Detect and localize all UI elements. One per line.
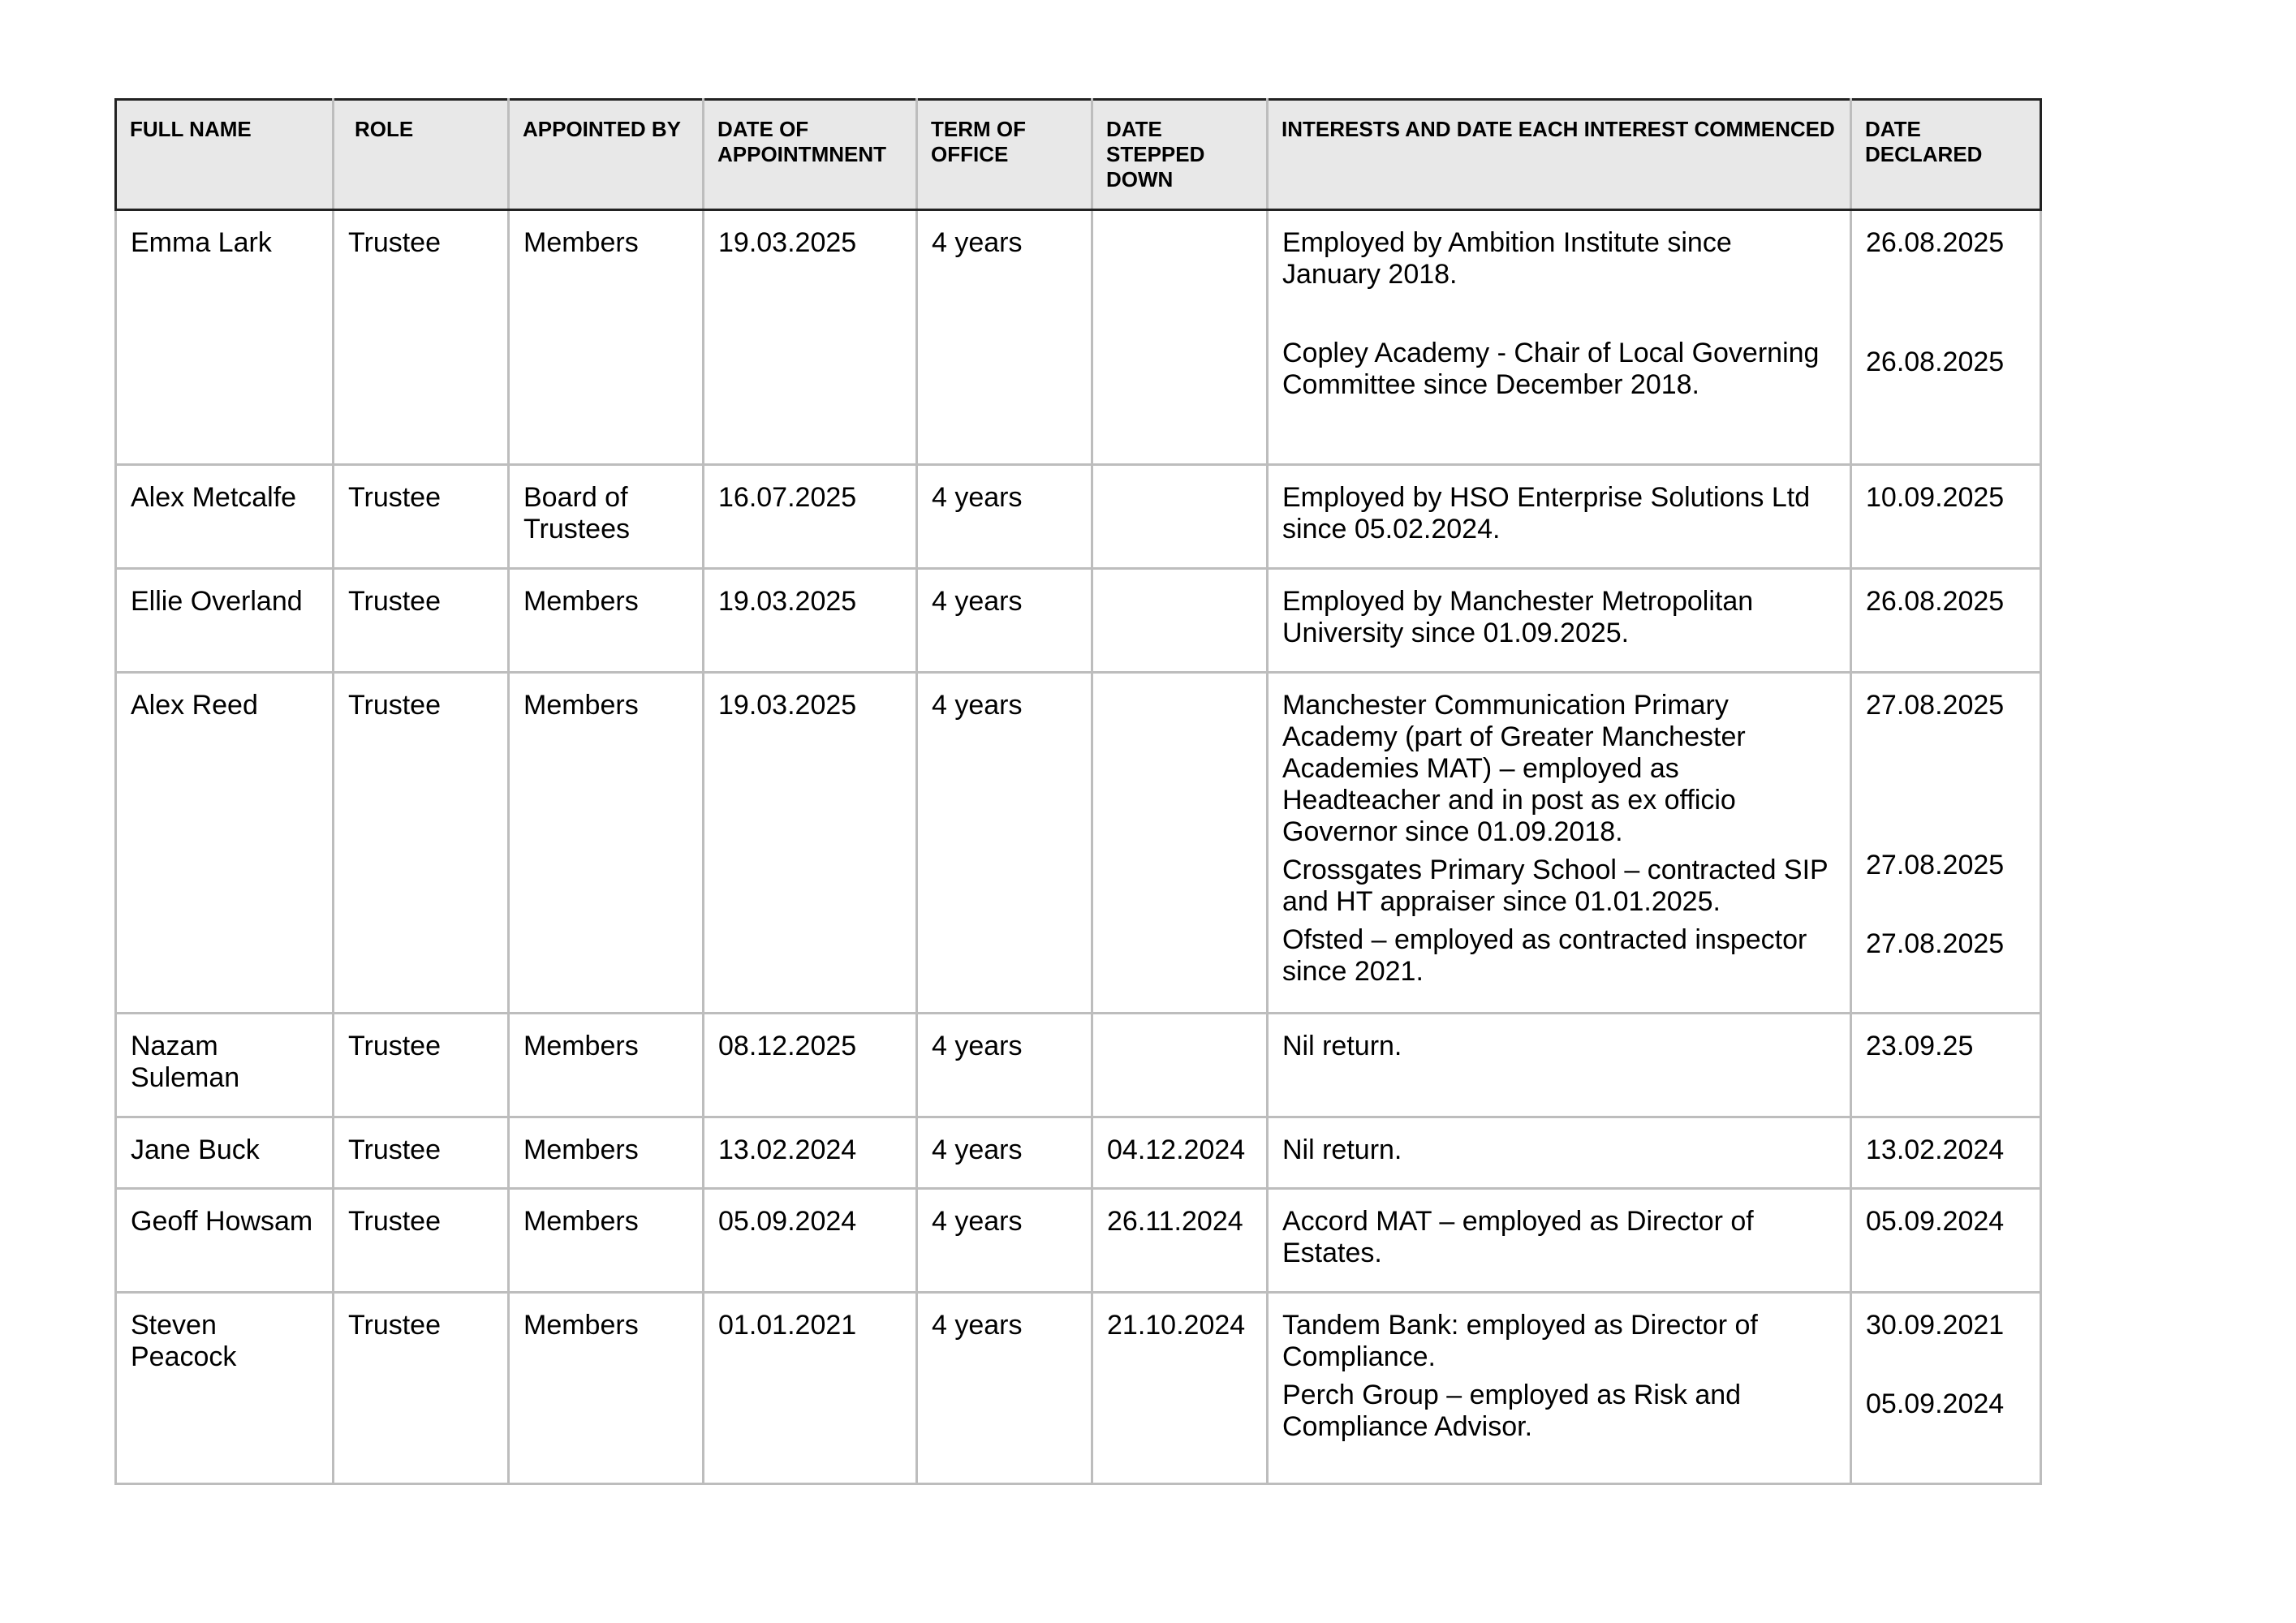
table-row [116, 673, 2041, 1014]
interest-entry: Nil return. [1282, 1134, 1402, 1165]
header-appointed-by: APPOINTED BY [509, 100, 704, 210]
cell-full-name: Ellie Overland [116, 569, 334, 673]
declared-date: 26.08.2025 [1866, 227, 2005, 258]
cell-full-name: Geoff Howsam [116, 1189, 334, 1293]
cell-interests [1268, 210, 1851, 465]
cell-date-of-appointment: 05.09.2024 [704, 1189, 917, 1293]
cell-term-of-office: 4 years [917, 673, 1092, 1014]
cell-date-stepped-down: 21.10.2024 [1092, 1293, 1268, 1484]
declared-date: 27.08.2025 [1866, 690, 2005, 721]
cell-full-name: Emma Lark [116, 210, 334, 465]
declared-date: 26.08.2025 [1866, 347, 2005, 377]
cell-date-of-appointment: 19.03.2025 [704, 673, 917, 1014]
header-date-of-appointment: DATE OF APPOINTMNENT [704, 100, 917, 210]
interest-entry: Crossgates Primary School – contracted SIP and HT appraiser since 01.01.2025. [1282, 855, 1829, 917]
declared-date: 26.08.2025 [1866, 586, 2005, 617]
cell-role: Trustee [334, 1014, 509, 1117]
cell-appointed-by: Members [509, 1014, 704, 1117]
cell-term-of-office: 4 years [917, 1189, 1092, 1293]
cell-date-stepped-down [1092, 673, 1268, 1014]
cell-full-name: Alex Metcalfe [116, 465, 334, 569]
cell-role: Trustee [334, 1293, 509, 1484]
interest-entry: Employed by Ambition Institute since January 2018. [1282, 227, 1732, 290]
cell-term-of-office: 4 years [917, 1014, 1092, 1117]
cell-date-declared [1851, 1293, 2041, 1484]
cell-date-of-appointment: 01.01.2021 [704, 1293, 917, 1484]
cell-date-stepped-down [1092, 210, 1268, 465]
cell-appointed-by: Members [509, 569, 704, 673]
cell-interests [1268, 673, 1851, 1014]
cell-date-stepped-down [1092, 465, 1268, 569]
interest-entry: Manchester Communication Primary Academy (part of Greater Manchester Academies MAT) – employed as Headteacher and in post as ex officio Governor since 01.09.2018. [1282, 690, 1746, 847]
header-role: ROLE [334, 100, 509, 210]
header-full-name: FULL NAME [116, 100, 334, 210]
cell-interests [1268, 569, 1851, 673]
cell-date-declared [1851, 210, 2041, 465]
declared-date: 05.09.2024 [1866, 1206, 2005, 1237]
cell-role: Trustee [334, 1189, 509, 1293]
cell-date-stepped-down: 04.12.2024 [1092, 1117, 1268, 1189]
declared-date: 23.09.25 [1866, 1031, 1974, 1061]
cell-term-of-office: 4 years [917, 210, 1092, 465]
interest-entry: Employed by Manchester Metropolitan University since 01.09.2025. [1282, 586, 1754, 648]
cell-interests [1268, 1189, 1851, 1293]
cell-role: Trustee [334, 465, 509, 569]
declared-date: 05.09.2024 [1866, 1388, 2005, 1419]
cell-full-name: Alex Reed [116, 673, 334, 1014]
table-row [116, 465, 2041, 569]
declared-date: 10.09.2025 [1866, 482, 2005, 513]
table-row [116, 1293, 2041, 1484]
cell-full-name: Nazam Suleman [116, 1014, 334, 1117]
cell-appointed-by: Members [509, 1189, 704, 1293]
header-date-stepped-down: DATE STEPPED DOWN [1092, 100, 1268, 210]
interest-entry: Ofsted – employed as contracted inspector since 2021. [1282, 924, 1807, 987]
header-row [116, 100, 2041, 210]
cell-appointed-by: Members [509, 210, 704, 465]
cell-appointed-by: Members [509, 1293, 704, 1484]
cell-date-of-appointment: 08.12.2025 [704, 1014, 917, 1117]
interest-entry: Tandem Bank: employed as Director of Compliance. [1282, 1310, 1758, 1372]
declared-date: 30.09.2021 [1866, 1310, 2005, 1341]
header-date-declared: DATE DECLARED [1851, 100, 2041, 210]
cell-date-stepped-down: 26.11.2024 [1092, 1189, 1268, 1293]
cell-date-of-appointment: 19.03.2025 [704, 210, 917, 465]
table-row [116, 210, 2041, 465]
cell-date-declared [1851, 569, 2041, 673]
cell-appointed-by: Board of Trustees [509, 465, 704, 569]
trustee-interests-table [114, 98, 2042, 1485]
cell-date-declared [1851, 1189, 2041, 1293]
cell-term-of-office: 4 years [917, 465, 1092, 569]
cell-term-of-office: 4 years [917, 1117, 1092, 1189]
declared-date: 13.02.2024 [1866, 1134, 2005, 1165]
cell-date-declared [1851, 673, 2041, 1014]
cell-full-name: Jane Buck [116, 1117, 334, 1189]
declared-date: 27.08.2025 [1866, 850, 2005, 880]
cell-role: Trustee [334, 210, 509, 465]
cell-date-declared [1851, 465, 2041, 569]
interest-entry: Perch Group – employed as Risk and Compliance Advisor. [1282, 1380, 1742, 1442]
table-row [116, 1189, 2041, 1293]
cell-term-of-office: 4 years [917, 569, 1092, 673]
cell-date-declared [1851, 1117, 2041, 1189]
cell-date-stepped-down [1092, 569, 1268, 673]
header-term-of-office: TERM OF OFFICE [917, 100, 1092, 210]
interest-entry: Nil return. [1282, 1031, 1402, 1061]
cell-interests [1268, 1117, 1851, 1189]
cell-role: Trustee [334, 1117, 509, 1189]
table-row [116, 569, 2041, 673]
cell-date-of-appointment: 13.02.2024 [704, 1117, 917, 1189]
cell-interests [1268, 1293, 1851, 1484]
table-row [116, 1117, 2041, 1189]
cell-date-of-appointment: 16.07.2025 [704, 465, 917, 569]
cell-appointed-by: Members [509, 673, 704, 1014]
cell-date-stepped-down [1092, 1014, 1268, 1117]
cell-interests [1268, 1014, 1851, 1117]
cell-role: Trustee [334, 569, 509, 673]
cell-appointed-by: Members [509, 1117, 704, 1189]
cell-full-name: Steven Peacock [116, 1293, 334, 1484]
cell-role: Trustee [334, 673, 509, 1014]
cell-term-of-office: 4 years [917, 1293, 1092, 1484]
table-row [116, 1014, 2041, 1117]
cell-date-declared [1851, 1014, 2041, 1117]
header-interests: INTERESTS AND DATE EACH INTEREST COMMENCED [1268, 100, 1851, 210]
cell-date-of-appointment: 19.03.2025 [704, 569, 917, 673]
declared-date: 27.08.2025 [1866, 928, 2005, 959]
interest-entry: Copley Academy - Chair of Local Governing Committee since December 2018. [1282, 338, 1820, 400]
interest-entry: Employed by HSO Enterprise Solutions Ltd since 05.02.2024. [1282, 482, 1811, 545]
interest-entry: Accord MAT – employed as Director of Estates. [1282, 1206, 1754, 1268]
cell-interests [1268, 465, 1851, 569]
